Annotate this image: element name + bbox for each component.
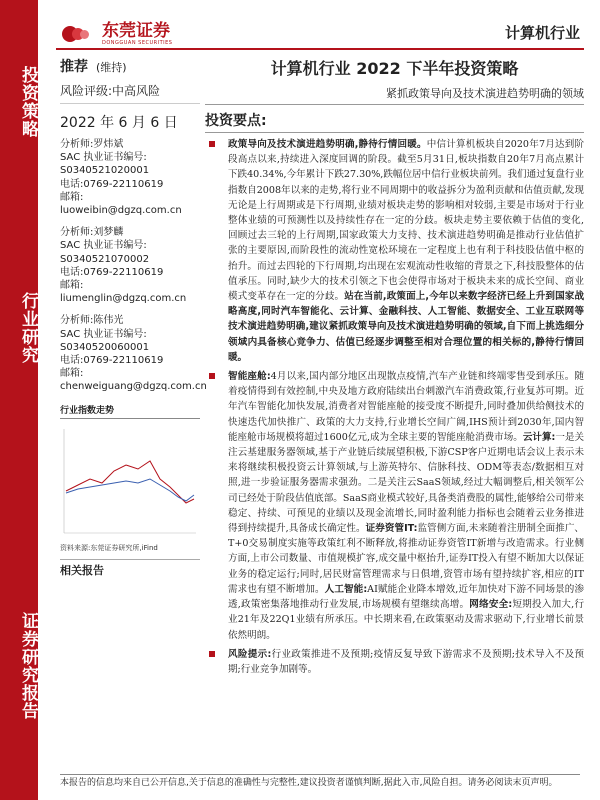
report-date: 2022 年 6 月 6 日 — [60, 115, 178, 131]
risk-lead: 风险提示: — [228, 648, 272, 660]
disclaimer-text: 本报告的信息均来自已公开信息,关于信息的准确性与完整性,建议投资者谨慎判断,据此入市,风险自担。请务必阅读末页声明。 — [60, 778, 558, 788]
analyst-tel: 电话:0769-22110619 — [60, 355, 164, 367]
industry-label: 计算机行业 — [504, 24, 580, 42]
analyst-tel: 电话:0769-22110619 — [60, 266, 164, 278]
key-point-lead: 政策导向及技术演进趋势明确,静待行情回暖。 — [228, 139, 427, 150]
logo-cn: 东莞证券 — [102, 21, 170, 41]
logo-en: DONGGUAN SECURITIES — [102, 40, 173, 46]
sidebar-section-report: 证券研究报告 — [18, 612, 38, 720]
analyst-mail-label: 邮箱: — [60, 191, 84, 203]
analyst-email[interactable]: luoweibin@dgzq.com.cn — [60, 205, 182, 217]
key-point-text: 一是关注云基建服务器领域,基于产业链后续展望积极,下游CSP客户近期电话会议上表示未来将继续积极投资云计算领域,与上游英特尔、信脉科技、ODM等表态/数据相互对照,进一步验证服务器需求强劲。二是关注云SaaS领域,经过大幅调整后,相关领军公司已经处于阶段估值底部。SaaS商业模式较好,具备类消费股的属性,能够给公司带来稳定、持续、可预见的业绩以及现金流增长,同时盈利能力指标也会随着云业务推进得到持续提升,具备成长确定性。 — [228, 431, 585, 535]
chart-title: 行业指数走势 — [60, 403, 200, 419]
analyst-name: 分析师:刘梦麟 — [60, 227, 124, 239]
index-trend-svg — [60, 421, 200, 541]
report-subtitle: 紧抓政策导向及技术演进趋势明确的领域 — [205, 85, 584, 105]
key-point-lead: 证券资管IT: — [365, 523, 418, 535]
bullet-square-icon — [209, 651, 215, 657]
analyst-id: S0340521020001 — [60, 165, 150, 177]
index-line-1 — [66, 479, 194, 501]
rating-note: (维持) — [96, 61, 127, 74]
disclaimer-footer — [60, 774, 580, 800]
rating — [60, 56, 200, 76]
analyst-block — [60, 314, 207, 393]
analyst-block — [60, 226, 200, 305]
analyst-email[interactable]: liumenglin@dgzq.com.cn — [60, 293, 187, 305]
index-trend-chart — [60, 421, 200, 541]
main-column — [205, 54, 584, 677]
analyst-mail-label: 邮箱: — [60, 280, 84, 292]
key-point-emphasis: 站在当前,政策面上,今年以来数字经济已经上升到国家战略高度,同时汽车智能化、云计算、金融科技、人工智能、数据安全、工业互联网等技术演进趋势明确,建议紧抓政策导向及技术演进趋势明确的领域,自下而上挑选细分领域内具备核心竞争力、估值已经逐步调整至相对合理位置的相关标的,静待行情回暖。 — [228, 291, 584, 363]
analyst-sac: SAC 执业证书编号: — [60, 240, 147, 252]
analyst-sac: SAC 执业证书编号: — [60, 328, 147, 340]
key-point-text: 中信计算机板块自2020年7月达到阶段高点以来,持续进入深度回调的阶段。截至5月31日,板块指数自20年7月高点累计下跌40.34%,今年累计下跌27.30%,跌幅位居中信行业板块前列。我们通过复盘行业指数自2008年以来的走势,将行业不同周期中的收益拆分为盈利贡献和估值贡献,发现无论是上行周期或是下行周期,业绩对板块走势的影响相对较弱,主要是市场对于行业整体业绩的可预测性以及持续性存在一定的分歧。板块走势主要依赖于估值的变化,回顾过去三轮的上行周期,国家政策大力支持、技术演进趋势明确是推动行业估值扩张的主要原因,而阶段性的流动性宽松环境在一定程度上也有利于科技股估值中枢的抬升。而过去四轮的下行周期,均出现在宏观流动性收缩的背景之下,科技股整体的估值承压。同时,缺少大的技术引领之下也会使得市场对于板块未来的成长空间、商业模式变革存在一定的分歧。 — [228, 139, 584, 303]
key-point-lead: 人工智能: — [324, 583, 368, 595]
header-divider — [56, 48, 584, 50]
risk-text: 行业政策推进不及预期;疫情反复导致下游需求不及预期;技术导入不及预期;行业竞争加剧等。 — [228, 648, 584, 675]
analyst-sac: SAC 执业证书编号: — [60, 152, 147, 164]
chart-source: 资料来源:东莞证券研究所,iFind — [60, 543, 158, 552]
key-point-text: 4月以来,国内部分地区出现散点疫情,汽车产业链和终端零售受到承压。随着疫情得到有效控制,中央及地方政府陆续出台刺激汽车消费政策,行业复苏可期。近年汽车智能化加快发展,消费者对智能座舱的接受度不断提升,同时叠加供给侧技术的快速迭代加快推广、政策的大力支持,行业增长空间广阔,IHS预计到2030年,国内智能座舱市场规模将超过1600亿元,成为全球主要的智能座舱消费市场。 — [228, 371, 585, 443]
key-point-lead: 智能座舱: — [228, 371, 271, 383]
left-column — [60, 54, 207, 578]
rating-label: 推荐 — [60, 59, 88, 75]
key-points-heading: 投资要点: — [205, 110, 584, 133]
sidebar-section-industry: 行业研究 — [18, 292, 38, 364]
logo-mark-icon — [62, 24, 96, 44]
left-sidebar — [0, 0, 38, 800]
key-point-text: 短期投入加大,行业21年及22Q1业绩有所承压。中长期来看,在政策驱动及需求驱动下,行业增长前景依然明朗。 — [228, 599, 584, 641]
key-point-lead: 云计算: — [522, 431, 556, 443]
analyst-id: S0340521070002 — [60, 253, 150, 265]
key-point-lead: 网络安全: — [469, 599, 513, 611]
key-point-text: 监管侧方面,未来随着注册制全面推广、T+0交易制度实施等政策红利不断释放,将推动证券资管IT新增与改造需求。行业侧方面,上市公司数量、市值规模扩容,成交量中枢抬升,证券IT投入有望不断加大以保证业务的稳定运行;同时,居民财富管理需求与日俱增,资管市场有望持续扩容,相应的IT需求也有望不断增加。 — [228, 523, 584, 595]
analyst-tel: 电话:0769-22110619 — [60, 178, 164, 190]
related-reports-heading: 相关报告 — [60, 559, 200, 578]
risk-rating: 风险评级:中高风险 — [60, 82, 200, 104]
key-point-text: AI赋能企业降本增效,近年加快对下游不同场景的渗透,政策密集落地推动行业发展,市场规模有望继续高增。 — [228, 583, 584, 611]
risk-paragraph — [205, 647, 584, 677]
bullet-square-icon — [209, 373, 215, 379]
report-title: 计算机行业 2022 下半年投资策略 — [270, 59, 519, 78]
company-logo — [62, 22, 172, 46]
analyst-id: S0340520060001 — [60, 341, 150, 353]
analyst-email[interactable]: chenweiguang@dgzq.com.cn — [60, 381, 207, 393]
analyst-mail-label: 邮箱: — [60, 368, 84, 380]
sidebar-section-strategy: 投资策略 — [18, 66, 38, 138]
analyst-name: 分析师:陈伟光 — [60, 315, 124, 327]
bullet-square-icon — [209, 141, 215, 147]
analyst-block — [60, 138, 200, 217]
key-point-paragraph — [205, 137, 584, 365]
key-point-paragraph — [205, 369, 584, 643]
analyst-name: 分析师:罗炜斌 — [60, 139, 124, 150]
